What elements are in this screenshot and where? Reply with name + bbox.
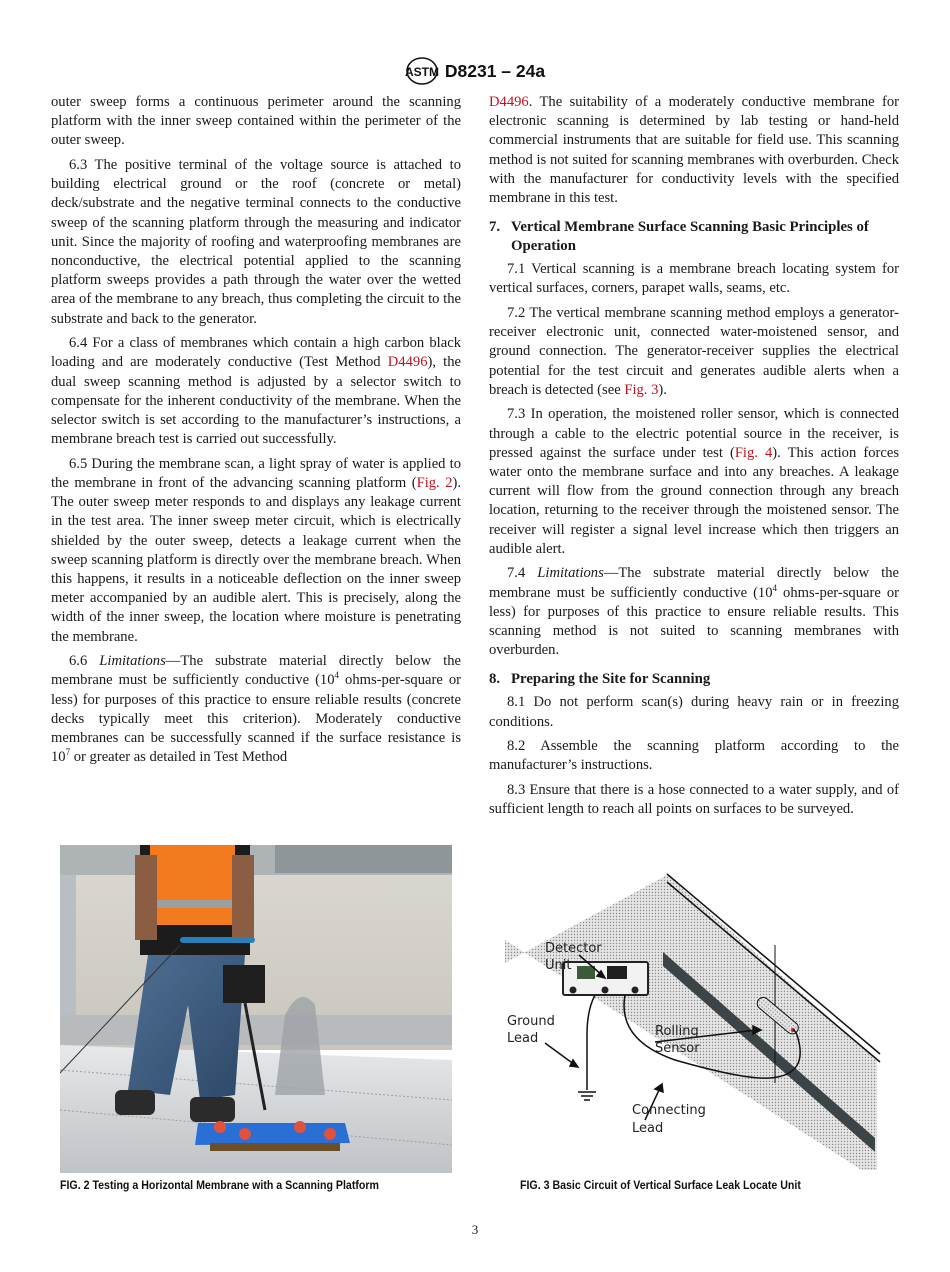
section-7-heading xyxy=(489,218,899,256)
label-rolling: Rolling xyxy=(655,1024,699,1039)
svg-text:ASTM: ASTM xyxy=(404,65,439,79)
link-fig-3[interactable]: Fig. 3 xyxy=(624,381,659,398)
paragraph-7-4 xyxy=(489,564,899,660)
text-run: 7.4 xyxy=(507,565,538,582)
text-run: 6.6 xyxy=(69,653,100,670)
paragraph-6-6-continuation xyxy=(489,93,899,208)
exponent: 4 xyxy=(334,670,340,681)
link-d4496[interactable]: D4496 xyxy=(489,94,529,110)
text-run: —The substrate material directly below the membrane must be sufficiently conductive (10 xyxy=(51,653,461,689)
document-designation: D8231 – 24a xyxy=(444,60,546,81)
text-run: —The substrate material directly below the membrane must be sufficiently conductive (10 xyxy=(489,565,899,601)
scanning-platform-photo-icon xyxy=(60,845,452,1173)
paragraph-6-2-continuation: outer sweep forms a continuous perimeter around the scanning platform with the inner sweep contained within the perimeter of the outer sweep. xyxy=(51,94,461,149)
text-run: ohms-per-square or less) for purposes of this practice to ensure reliable results. This scanning method is not suited to scanning membranes with overburden. xyxy=(489,584,899,659)
italic-term: Limitations xyxy=(99,653,166,670)
text-run: . The suitability of a moderately conductive membrane for electronic scanning is determined by lab testing or hand-held commercial instruments that are suitable for field use. This scanning method is not suited for scanning membranes with overburden. Check with the manufacturer for conductivity levels with the specified membrane in this test. xyxy=(489,94,899,207)
figure-3-diagram xyxy=(495,870,895,1170)
paragraph-7-1: 7.1 Vertical scanning is a membrane breach locating system for vertical surfaces, corners, parapet walls, seams, etc. xyxy=(489,261,899,297)
figure-3-caption: FIG. 3 Basic Circuit of Vertical Surface Leak Locate Unit xyxy=(520,1178,801,1192)
label-connecting-lead: Lead xyxy=(632,1121,664,1136)
figure-2-caption: FIG. 2 Testing a Horizontal Membrane with a Scanning Platform xyxy=(60,1178,379,1192)
text-run: ). This action forces water onto the membrane surface and into any breaches. A leakage current will flow from the ground connection through any breach location, returning to the receiver through the moistened sensor. The receiver will register a signal level increase which then triggers an audible alert. xyxy=(489,444,899,557)
paragraph-7-2 xyxy=(489,304,899,400)
paragraph-8-1: 8.1 Do not perform scan(s) during heavy rain or in freezing conditions. xyxy=(489,694,899,730)
paragraph-6-6 xyxy=(51,652,461,767)
label-ground: Ground xyxy=(507,1014,555,1029)
paragraph-8-3: 8.3 Ensure that there is a hose connected to a water supply, and of sufficient length to reach all points on surfaces to be surveyed. xyxy=(489,782,899,818)
text-run: 7.3 In operation, the moistened roller sensor, which is connected through a cable to the electric potential source in the receiver, is pressed against the surface under test ( xyxy=(489,406,899,461)
section-number: 8. xyxy=(489,671,501,688)
text-run: ), the dual sweep scanning method is adjusted by a selector switch to compensate for the inherent conductivity of the membrane. When the selector switch is set according to the manufacturer’s instructions, a membrane breach test is carried out successfully. xyxy=(51,354,461,448)
text-run: 7.2 The vertical membrane scanning method employs a generator-receiver electronic unit, connected water-moistened sensor, and ground connection. The generator-receiver supplies the electrical potential for the test circuit and generates audible alerts when a breach is detected (see xyxy=(489,305,899,398)
paragraph-6-5 xyxy=(51,455,461,647)
text-run: ). xyxy=(658,381,667,398)
link-fig-2[interactable]: Fig. 2 xyxy=(416,475,453,492)
text-run: ohms-per-square or less) for purposes of this practice to ensure reliable results (concrete decks typically meet this criterion). Moderately conductive membranes can be successfully scanned if the surface resistance is 10 xyxy=(51,672,461,766)
paragraph-8-2: 8.2 Assemble the scanning platform according to the manufacturer’s instructions. xyxy=(489,738,899,774)
label-rolling-sensor: Sensor xyxy=(655,1041,700,1056)
circuit-diagram-icon xyxy=(495,870,895,1170)
italic-term: Limitations xyxy=(537,565,604,582)
text-run: 6.4 For a class of membranes which contain a high carbon black loading and are moderately conductive (Test Method xyxy=(51,335,461,371)
paragraph-7-3 xyxy=(489,405,899,559)
label-connecting: Connecting xyxy=(632,1103,706,1118)
link-d4496[interactable]: D4496 xyxy=(387,354,428,371)
link-fig-4[interactable]: Fig. 4 xyxy=(734,444,773,461)
left-column xyxy=(51,93,461,773)
right-column xyxy=(489,93,899,825)
label-detector: Detector xyxy=(545,941,602,956)
paragraph-6-4 xyxy=(51,334,461,449)
astm-logo-icon xyxy=(405,56,439,86)
section-title: Vertical Membrane Surface Scanning Basic Principles of Operation xyxy=(511,219,869,255)
section-number: 7. xyxy=(489,219,501,236)
label-ground-lead: Lead xyxy=(507,1031,539,1046)
section-title: Preparing the Site for Scanning xyxy=(511,671,711,688)
page-header xyxy=(0,56,950,86)
text-run: or greater as detailed in Test Method xyxy=(70,749,288,766)
figure-2-photo xyxy=(60,845,452,1173)
label-detector-unit: Unit xyxy=(545,958,572,973)
exponent: 7 xyxy=(65,747,71,758)
page-number: 3 xyxy=(471,1222,479,1237)
text-run: ). The outer sweep meter responds to and displays any leakage current in the test area. The inner sweep meter circuit, which is electrically shielded by the outer sweep, detects a leakage current when the sweep scanning platform is directly over the membrane breach. When this happens, it results in a noticeable deflection on the inner sweep meter accompanied by an audible alert. This is precisely, along the width of the inner sweep, the location where moisture is penetrating the membrane. xyxy=(51,475,462,645)
text-run: 6.5 During the membrane scan, a light spray of water is applied to the membrane in front of the advancing scanning platform ( xyxy=(51,455,461,492)
exponent: 4 xyxy=(772,582,778,593)
section-8-heading xyxy=(489,670,899,689)
paragraph-6-3: 6.3 The positive terminal of the voltage source is attached to building electrical ground or the roof (concrete or metal) deck/substrate and the negative terminal connects to the conductive sweep of the scanning platform through the measuring and indicator unit. Since the majority of roofing and waterproofing membranes are nonconductive, the electrical potential applied to the scanning platform sweeps provides a path through the water over the wetted area of the membrane to any breach, thus completing the circuit to the substrate and back to the generator. xyxy=(51,157,461,327)
